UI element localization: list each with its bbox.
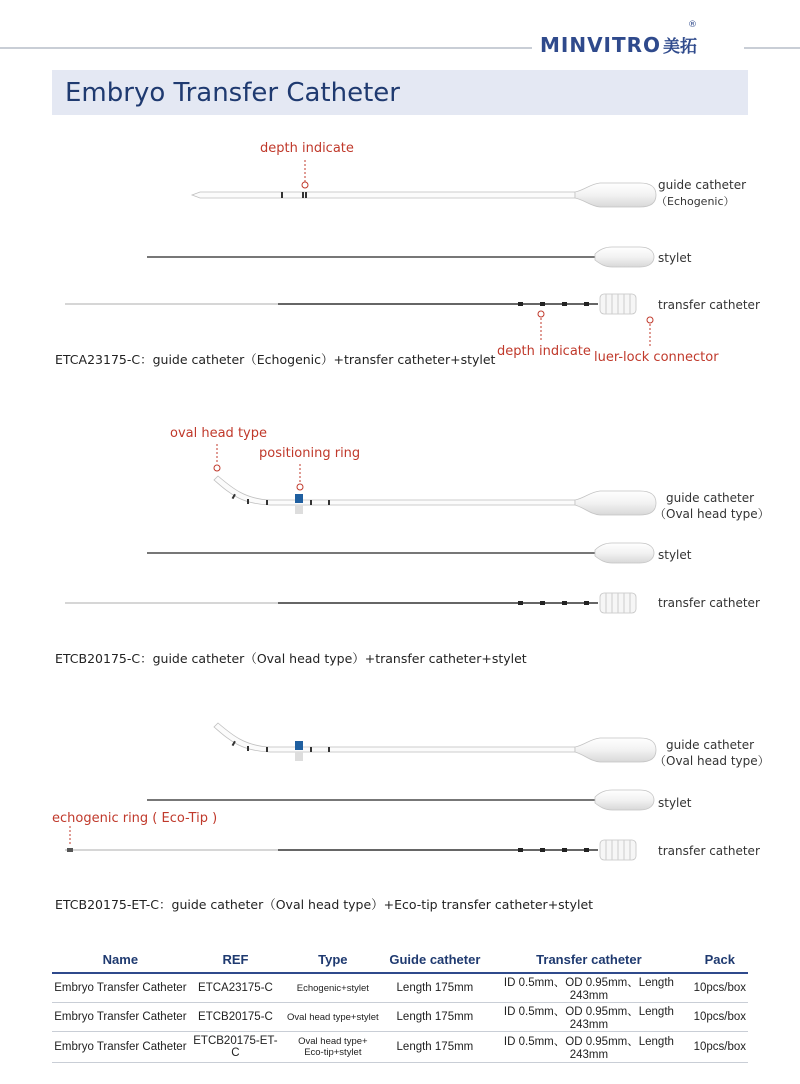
table-row	[52, 1003, 748, 1032]
col-guide: Guide catheter	[384, 948, 487, 973]
s2-guide-label: guide catheter	[666, 491, 755, 505]
s1-stylet-label: stylet	[658, 251, 692, 265]
s3-caption: ETCB20175-ET-C：guide catheter（Oval head type）+Eco-tip transfer catheter+stylet	[55, 897, 594, 912]
s3-eco-label: echogenic ring ( Eco-Tip )	[52, 811, 218, 826]
col-pack: Pack	[692, 948, 748, 973]
cell-name: Embryo Transfer Catheter	[52, 1032, 189, 1063]
col-type: Type	[282, 948, 383, 973]
cell-type: Echogenic+stylet	[282, 973, 383, 1003]
s1-depth-label-top: depth indicate	[260, 141, 354, 156]
s1-guide-sublabel: （Echogenic）	[656, 195, 735, 208]
cell-transfer: ID 0.5mm、OD 0.95mm、Length 243mm	[486, 1032, 691, 1063]
s3-guide-sublabel: （Oval head type）	[654, 754, 770, 768]
cell-ref: ETCA23175-C	[189, 973, 282, 1003]
s3-transfer-catheter	[65, 840, 636, 860]
s1-luer-label: luer-lock connector	[594, 350, 719, 365]
s1-caption: ETCA23175-C：guide catheter（Echogenic）+transfer catheter+stylet	[55, 352, 496, 367]
s2-stylet-label: stylet	[658, 548, 692, 562]
s1-guide-label: guide catheter	[658, 178, 747, 192]
s2-stylet	[147, 543, 654, 563]
s1-guide-catheter	[192, 183, 656, 207]
s1-depth-callout	[302, 160, 308, 188]
table-row	[52, 1032, 748, 1063]
cell-type-line1: Oval head type+	[298, 1036, 368, 1047]
cell-type	[282, 1032, 383, 1063]
col-name: Name	[52, 948, 189, 973]
cell-guide: Length 175mm	[384, 1003, 487, 1032]
s2-guide-sublabel: （Oval head type）	[654, 507, 770, 521]
table-row	[52, 973, 748, 1003]
registered-mark: ®	[688, 20, 698, 30]
s3-guide-label: guide catheter	[666, 738, 755, 752]
s1-transfer-catheter	[65, 294, 636, 314]
cell-transfer: ID 0.5mm、OD 0.95mm、Length 243mm	[486, 1003, 691, 1032]
col-ref: REF	[189, 948, 282, 973]
s2-transfer-catheter	[65, 593, 636, 613]
cell-name: Embryo Transfer Catheter	[52, 1003, 189, 1032]
table-header-row	[52, 948, 748, 973]
cell-name: Embryo Transfer Catheter	[52, 973, 189, 1003]
cell-guide: Length 175mm	[384, 973, 487, 1003]
cell-pack: 10pcs/box	[692, 1003, 748, 1032]
cell-ref: ETCB20175-ET-C	[189, 1032, 282, 1063]
s1-depth-label-bottom: depth indicate	[497, 344, 591, 359]
cell-pack: 10pcs/box	[692, 973, 748, 1003]
cell-ref: ETCB20175-C	[189, 1003, 282, 1032]
logo-text: MINVITRO	[540, 33, 662, 57]
s3-transfer-label: transfer catheter	[658, 844, 760, 858]
s3-stylet	[147, 790, 654, 810]
logo-cn: 美拓	[663, 37, 698, 57]
cell-guide: Length 175mm	[384, 1032, 487, 1063]
s2-caption: ETCB20175-C：guide catheter（Oval head type）+transfer catheter+stylet	[55, 651, 527, 666]
s2-transfer-label: transfer catheter	[658, 596, 760, 610]
spec-table	[52, 948, 748, 1063]
cell-type: Oval head type+stylet	[282, 1003, 383, 1032]
s1-bottom-callouts	[538, 311, 653, 346]
page-title: Embryo Transfer Catheter	[65, 78, 400, 108]
s2-oval-label: oval head type	[170, 426, 267, 441]
s2-ring-label: positioning ring	[259, 446, 361, 461]
s1-transfer-label: transfer catheter	[658, 298, 760, 312]
col-transfer: Transfer catheter	[486, 948, 691, 973]
s2-guide-catheter	[214, 476, 656, 515]
s1-stylet	[147, 247, 654, 267]
cell-pack: 10pcs/box	[692, 1032, 748, 1063]
cell-transfer: ID 0.5mm、OD 0.95mm、Length 243mm	[486, 973, 691, 1003]
cell-type-line2: Eco-tip+stylet	[304, 1047, 362, 1058]
s3-guide-catheter	[214, 723, 656, 762]
s3-stylet-label: stylet	[658, 796, 692, 810]
